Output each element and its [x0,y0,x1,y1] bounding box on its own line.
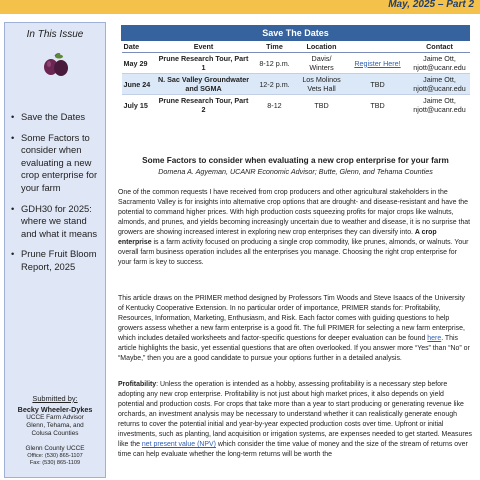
table-banner: Save The Dates [122,26,470,41]
column-header [346,41,410,53]
event-location: Los Molinos Vets Hall [298,74,346,95]
author-name: Becky Wheeler-Dykes [17,405,93,414]
event-location: Davis/ Winters [298,53,346,74]
list-item[interactable]: • Prune Fruit Bloom Report, 2025 [11,248,97,272]
event-contact: Jaime Ott, njott@ucanr.edu [410,74,470,95]
column-header: Event [156,41,252,53]
event-name: Prune Research Tour, Part 1 [156,53,252,74]
event-registration: TBD [346,95,410,116]
author-role: UCCE Farm Advisor [26,414,84,421]
article-title: Some Factors to consider when evaluating a new crop enterprise for your farm [142,156,449,165]
event-time: 8-12 [252,95,298,116]
table-row [122,53,470,74]
sidebar-title: In This Issue [26,29,84,40]
column-header: Location [298,41,346,53]
npv-link[interactable]: net present value (NPV) [141,441,216,448]
issue-item-label: GDH30 for 2025: where we stand and what it means [21,202,98,239]
author-region: Colusa Counties [31,430,79,437]
column-header: Contact [410,41,470,53]
issue-contents-list [11,111,103,282]
office-name: Glenn County UCCE [25,445,85,452]
bold-term: A crop enterprise [118,229,437,246]
event-date: June 24 [122,74,156,95]
article-paragraph: One of the common requests I have received from crop producers and other agricultural stakeholders in the Sacramento Valley is for insights into alternative crop options that are drought- and disease-resistant and have the potential to command higher prices. With high production costs squeezing profits for major crops like walnuts, almonds, and prunes, and yields becoming increasingly uncertain due to weather and disease, it is no surprise that growers are showing increased interest in exploring new crop enterprises they can diversify into. A crop enterprise is a farm activity focused on producing a single crop commodity, like prunes, almonds, or walnuts. Your overall farm business operation includes all the enterprises you manage. Choosing the right crop enterprise for your farm is key to success. [118,189,471,266]
event-date: July 15 [122,95,156,116]
office-phone: Office: (530) 865-1107 [27,453,83,459]
issue-item-label: Some Factors to consider when evaluating a new crop enterprise for your farm [21,131,98,193]
article-paragraph: Profitability: Unless the operation is intended as a hobby, assessing profitability is a necessary step before adopting any new crop enterprise. Profitability is not just about high market prices, it also depends on yield potential and production costs. For crops that take more than a year to start producing or generating revenue like orchards, an investment analysis may be necessary to understand whether it can realistically generate enough returns to cover the potential initial and year-by-year expected production costs over time. Upfront or initial investments, such as planting, land acquisition or irrigation systems, are expenses needed to get started. Measures like the net present value (NPV) which consider the time value of money and the size of the stream of returns over time can help evaluate whether the long-term returns will be worth the [118,381,473,458]
event-time: 12-2 p.m. [252,74,298,95]
list-item[interactable]: • Save the Dates [11,111,86,122]
issue-label: May, 2025 – Part 2 [388,0,474,10]
event-time: 8-12 p.m. [252,53,298,74]
office-fax: Fax: (530) 865-1109 [29,460,81,466]
issue-item-label: Prune Fruit Bloom Report, 2025 [21,248,97,272]
submitted-by-heading: Submitted by: [32,394,78,403]
register-link[interactable]: Register Here! [354,58,401,68]
issue-item-label: Save the Dates [21,111,86,122]
table-row [122,74,470,95]
list-item[interactable]: • GDH30 for 2025: where we stand and what it means [11,202,98,239]
bold-term: Profitability [118,381,157,388]
primer-link[interactable]: here [427,335,442,342]
plum-icon [43,53,69,77]
article-byline: Domena A. Agyeman, UCANR Economic Advisor; Butte, Glenn, and Tehama Counties [158,167,433,176]
list-item[interactable]: • Some Factors to consider when evaluating a new crop enterprise for your farm [11,131,98,193]
event-date: May 29 [122,53,156,74]
author-region: Glenn, Tehama, and [26,422,84,429]
submitted-by-block [7,395,103,467]
event-contact: Jaime Ott, njott@ucanr.edu [410,95,470,116]
table-row [122,95,470,116]
save-the-dates-table [121,25,470,115]
event-registration: TBD [346,74,410,95]
event-name: Prune Research Tour, Part 2 [156,95,252,116]
event-location: TBD [298,95,346,116]
event-name: N. Sac Valley Groundwater and SGMA [156,74,252,95]
column-header: Time [252,41,298,53]
event-contact: Jaime Ott, njott@ucanr.edu [410,53,470,74]
sidebar [4,22,106,478]
article-paragraph: This article draws on the PRIMER method designed by Professors Tim Woods and Steve Isaacs of the University of Kentucky Cooperative Extension. In no particular order of importance, PRIMER stands for: Profitability, Resources, Information, Marketing, Enthusiasm, and Risk. Each factor comes with guiding questions to help growers assess whether a new farm enterprise is a good fit. The full PRIMER for selecting a new farm enterprise, which includes detailed worksheets and factor-specific questions for deeper evaluation can be found here. This article highlights the basic, yet essential questions that are often overlooked. If you answer more “Yes” than “No” or “Maybe,” then you are a good candidate to pursue your options further in a detailed analysis. [118,295,470,362]
column-header: Date [122,41,156,53]
